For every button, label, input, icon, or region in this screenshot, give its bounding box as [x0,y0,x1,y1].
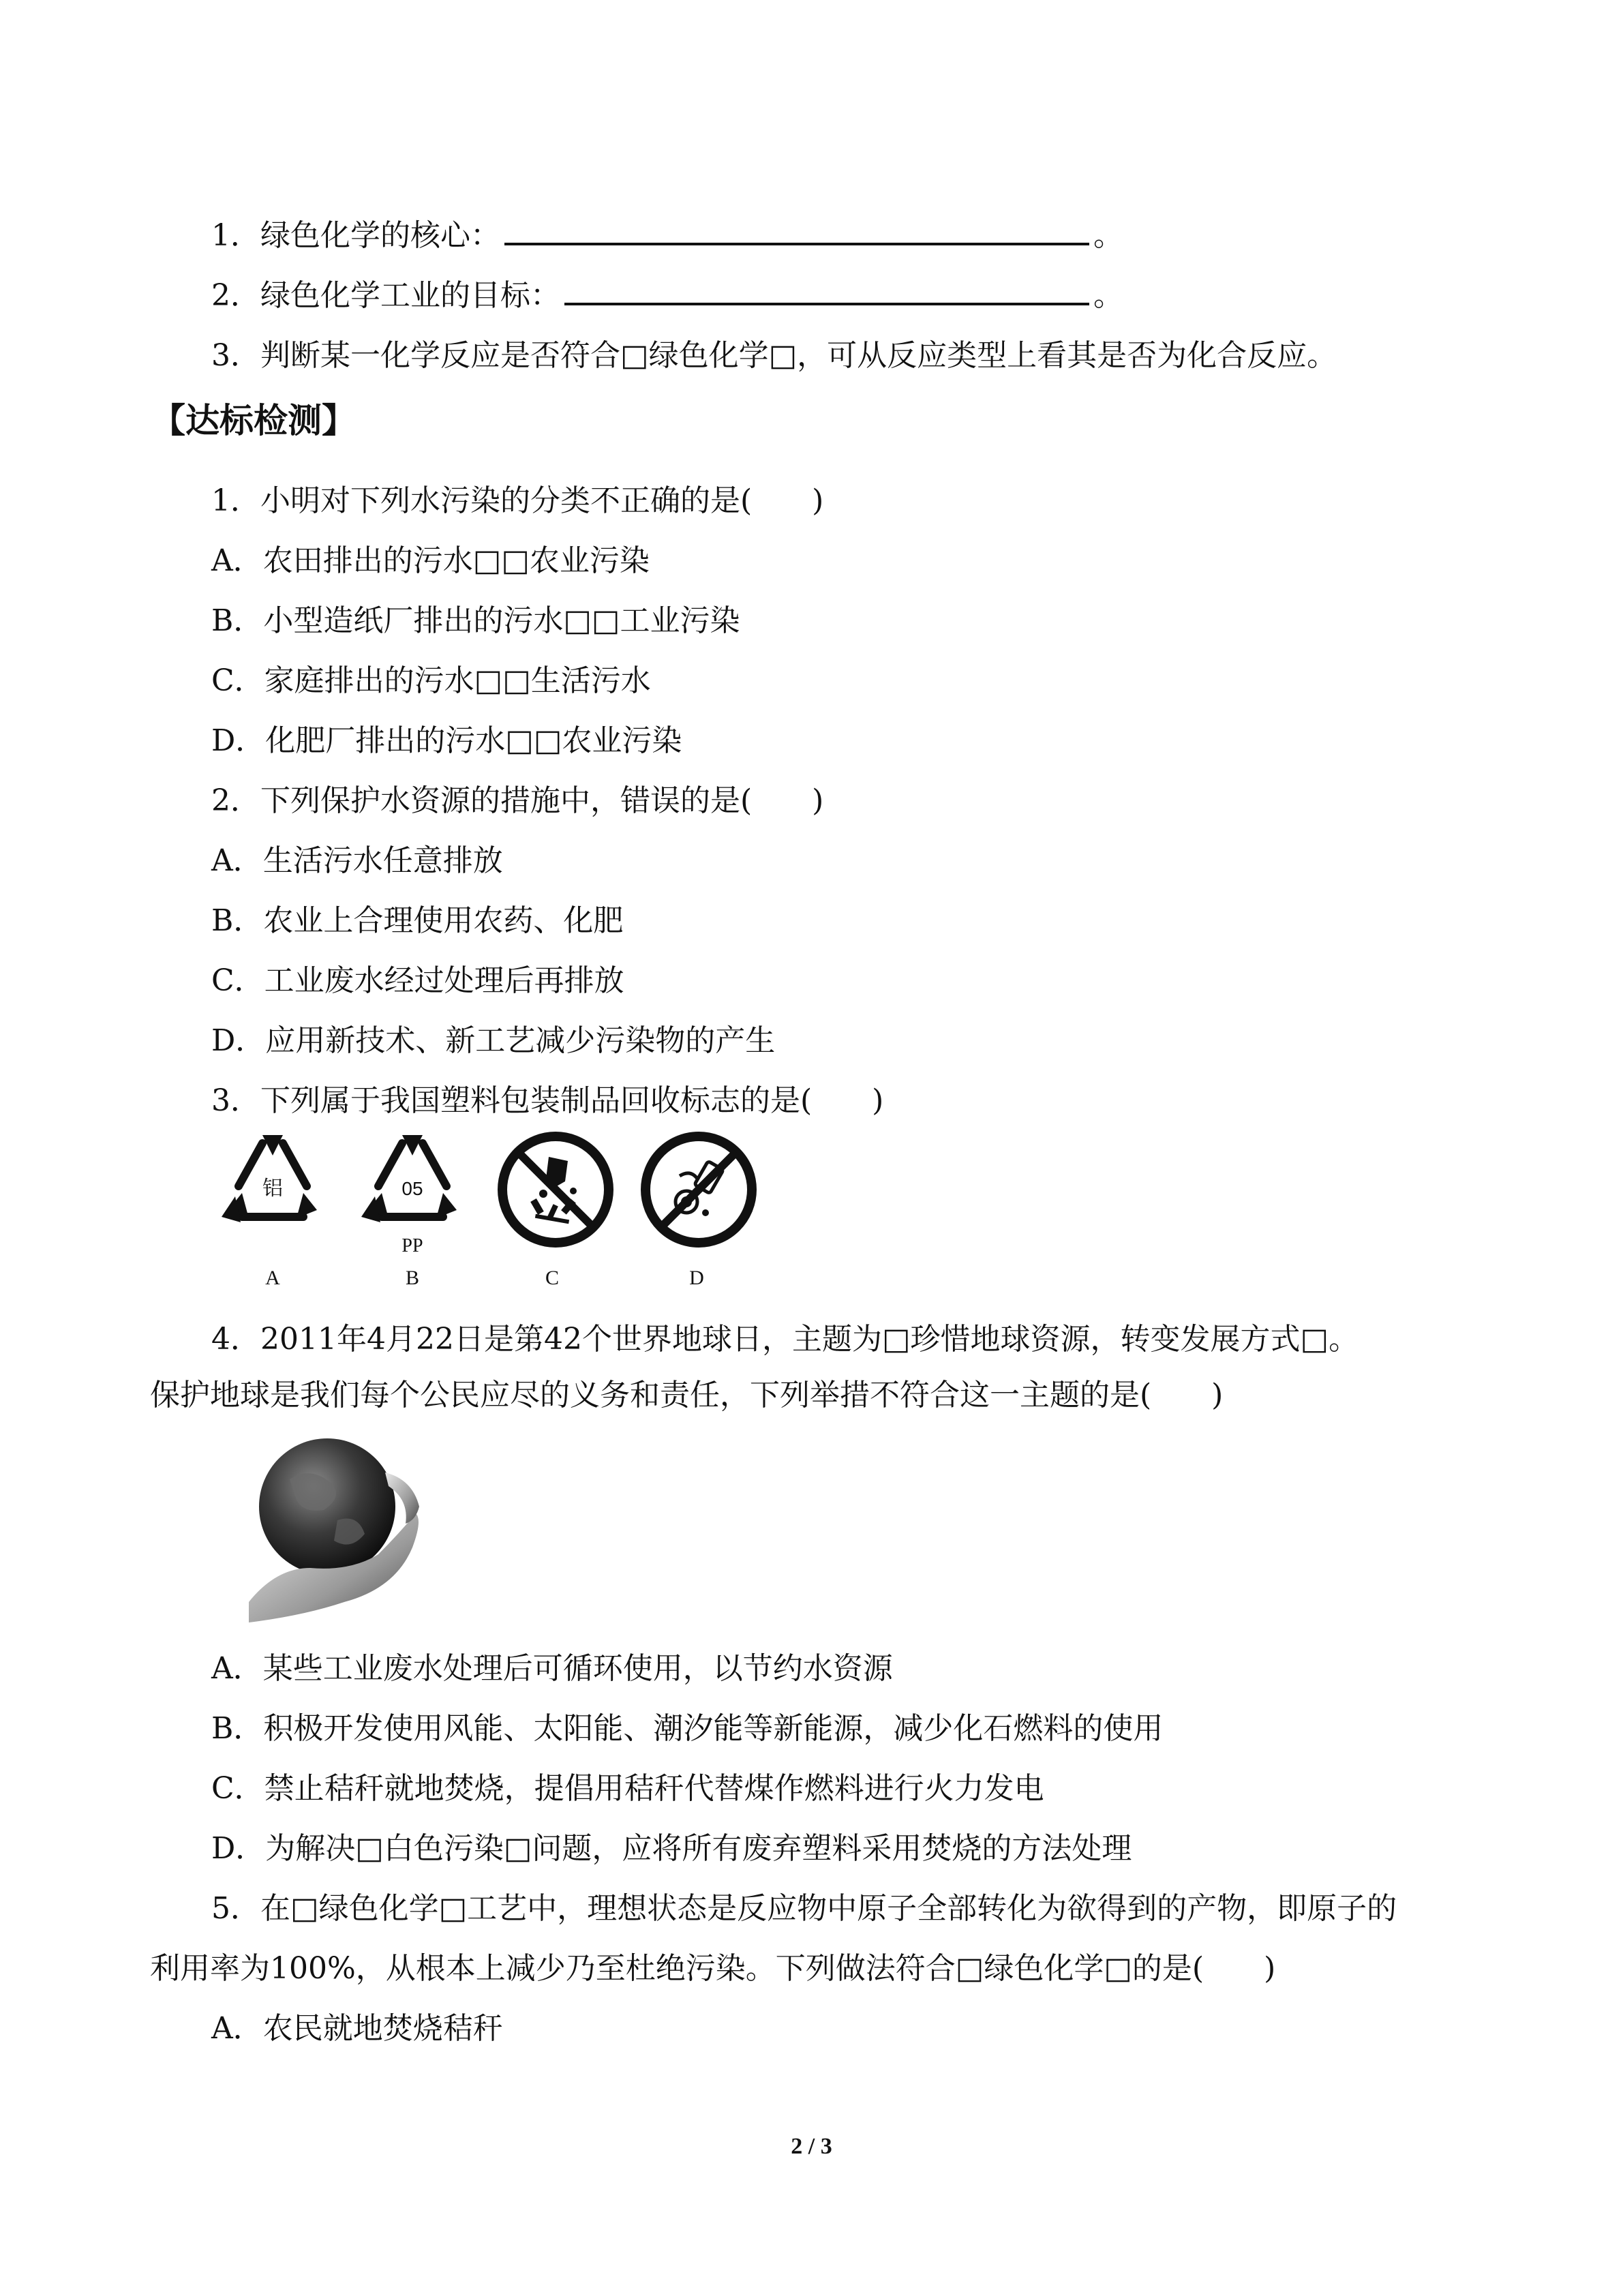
q2-option-c[interactable]: C．工业废水经过处理后再排放 [211,963,624,998]
intro-question-1 [211,215,1123,256]
q5-stem-line-1: 5．在□绿色化学□工艺中，理想状态是反应物中原子全部转化为欲得到的产物，即原子的 [211,1891,1397,1926]
symbol-d-letter: D [689,1267,704,1289]
section-heading: 【达标检测】 [151,401,356,440]
intro-question-3: 3．判断某一化学反应是否符合□绿色化学□，可从反应类型上看其是否为化合反应。 [211,338,1337,373]
recycle-symbol-a-icon[interactable] [215,1128,331,1237]
q5-option-a[interactable]: A．农民就地焚烧秸秆 [211,2011,503,2046]
q5-stem-line-2: 利用率为100%，从根本上减少乃至杜绝污染。下列做法符合□绿色化学□的是( ) [150,1951,1276,1986]
q1-option-d[interactable]: D．化肥厂排出的污水□□农业污染 [211,723,682,758]
page-number: 2 / 3 [791,2134,832,2159]
answer-blank-1[interactable] [504,218,1089,245]
q4-option-c[interactable]: C．禁止秸秆就地焚烧，提倡用秸秆代替煤作燃料进行火力发电 [211,1771,1044,1806]
intro-q2-end: 。 [1093,278,1123,313]
q1-stem: 1．小明对下列水污染的分类不正确的是( ) [211,483,824,518]
q2-option-b[interactable]: B．农业上合理使用农药、化肥 [211,903,624,938]
q1-option-a[interactable]: A．农田排出的污水□□农业污染 [211,543,650,578]
q3-stem: 3．下列属于我国塑料包装制品回收标志的是( ) [211,1083,884,1118]
symbol-c-letter: C [545,1267,559,1289]
globe-in-hand-image [249,1432,426,1622]
q4-option-a[interactable]: A．某些工业废水处理后可循环使用，以节约水资源 [211,1651,893,1686]
symbol-b-below: PP [401,1235,423,1256]
recycle-symbol-b-icon[interactable] [354,1128,470,1237]
intro-question-2 [211,275,1123,316]
q2-option-a[interactable]: A．生活污水任意排放 [211,843,503,878]
q1-option-b[interactable]: B．小型造纸厂排出的污水□□工业污染 [211,603,740,638]
symbol-a-letter: A [265,1267,280,1289]
answer-blank-2[interactable] [564,278,1089,305]
q4-stem-line-1: 4．2011年4月22日是第42个世界地球日，主题为□珍惜地球资源，转变发展方式□。 [211,1322,1359,1357]
q4-option-d[interactable]: D．为解决□白色污染□问题，应将所有废弃塑料采用焚烧的方法处理 [211,1831,1132,1866]
symbol-a-inner: 铝 [262,1177,283,1200]
intro-q2-label: 2．绿色化学工业的目标： [211,278,560,313]
q4-stem-line-2: 保护地球是我们每个公民应尽的义务和责任，下列举措不符合这一主题的是( ) [150,1378,1224,1413]
symbol-b-inner: 05 [401,1178,423,1199]
no-dumping-symbol-d-icon[interactable] [637,1128,760,1251]
intro-q1-label: 1．绿色化学的核心： [211,218,500,253]
intro-q1-end: 。 [1093,218,1123,253]
q1-option-c[interactable]: C．家庭排出的污水□□生活污水 [211,663,651,698]
symbol-b-letter: B [405,1267,419,1289]
q2-stem: 2．下列保护水资源的措施中，错误的是( ) [211,783,824,818]
q4-option-b[interactable]: B．积极开发使用风能、太阳能、潮汐能等新能源，减少化石燃料的使用 [211,1711,1164,1746]
no-littering-symbol-c-icon[interactable] [494,1128,617,1251]
q2-option-d[interactable]: D．应用新技术、新工艺减少污染物的产生 [211,1023,776,1058]
